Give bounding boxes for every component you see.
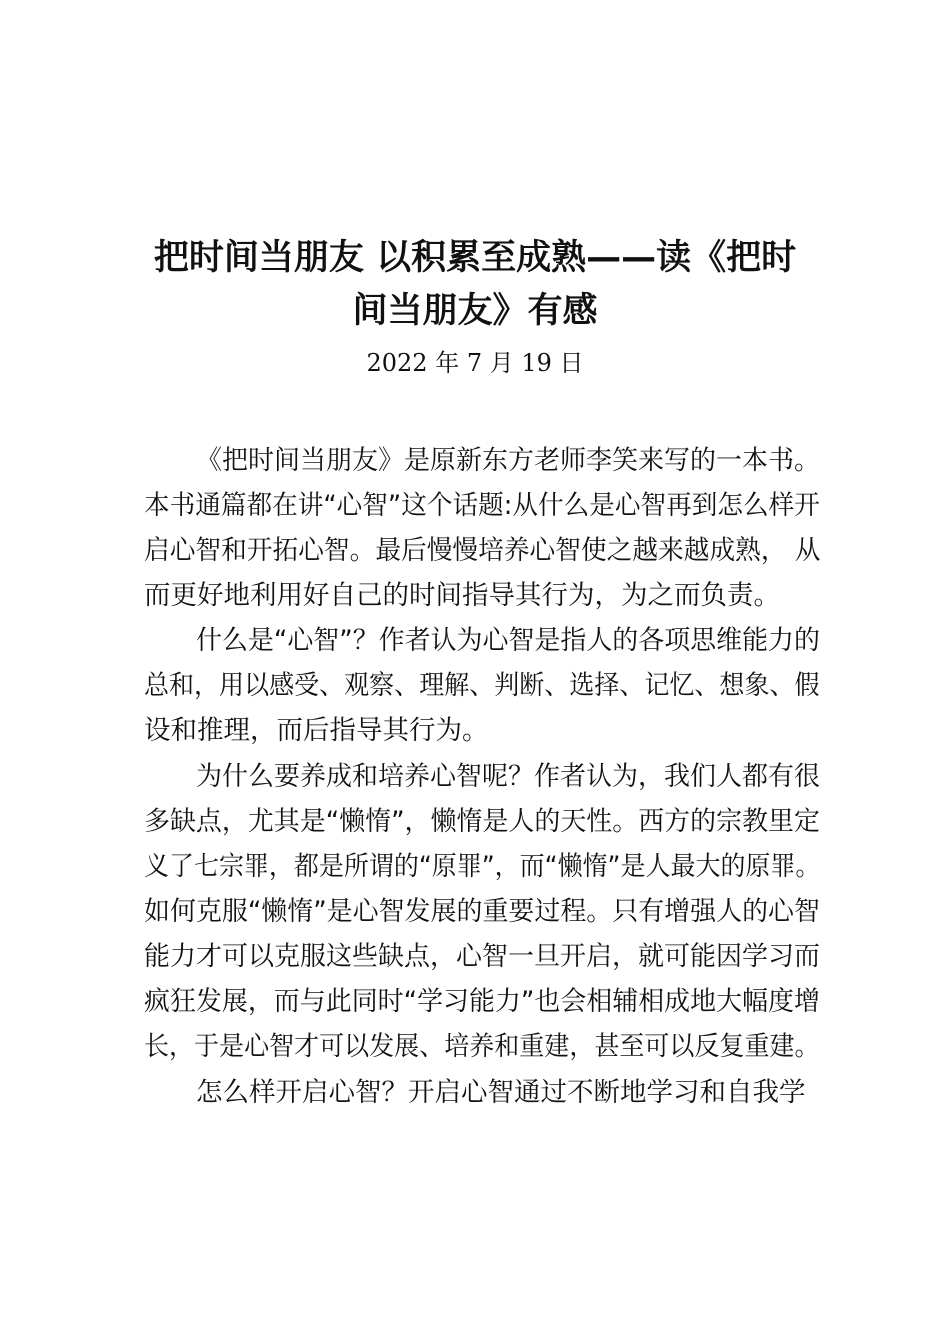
body-line: 总和，用以感受、观察、理解、判断、选择、记忆、想象、假 [144,670,820,701]
title-line-2: 间当朋友》有感 [352,291,598,331]
body-line: 本书通篇都在讲“心智”这个话题:从什么是心智再到怎么样开 [144,490,820,521]
body-line: 而更好地利用好自己的时间指导其行为，为之而负责。 [144,580,780,611]
body-line: 义了七宗罪，都是所谓的“原罪”，而“懒惰”是人最大的原罪。 [144,851,821,882]
body-line: 如何克服“懒惰”是心智发展的重要过程。只有增强人的心智 [144,896,820,927]
document-date: 2022 年 7 月 19 日 [366,349,584,377]
body-line: 多缺点，尤其是“懒惰”，懒惰是人的天性。西方的宗教里定 [144,806,820,837]
body-line: 疯狂发展，而与此同时“学习能力”也会相辅相成地大幅度增 [144,986,820,1017]
title-line-1: 把时间当朋友 以积累至成熟——读《把时 [153,238,797,278]
body-line: 启心智和开拓心智。最后慢慢培养心智使之越来越成熟， 从 [144,535,821,566]
document-title [140,232,810,338]
body-line: 为什么要养成和培养心智呢？作者认为，我们人都有很 [196,761,820,792]
body-line: 长，于是心智才可以发展、培养和重建，甚至可以反复重建。 [144,1031,820,1062]
body-line: 什么是“心智”？作者认为心智是指人的各项思维能力的 [196,625,820,656]
body-line: 《把时间当朋友》是原新东方老师李笑来写的一本书。 [196,445,820,476]
body-line: 设和推理，而后指导其行为。 [144,715,489,746]
body-line: 怎么样开启心智？开启心智通过不断地学习和自我学 [196,1077,806,1108]
body-line: 能力才可以克服这些缺点，心智一旦开启，就可能因学习而 [144,941,820,972]
